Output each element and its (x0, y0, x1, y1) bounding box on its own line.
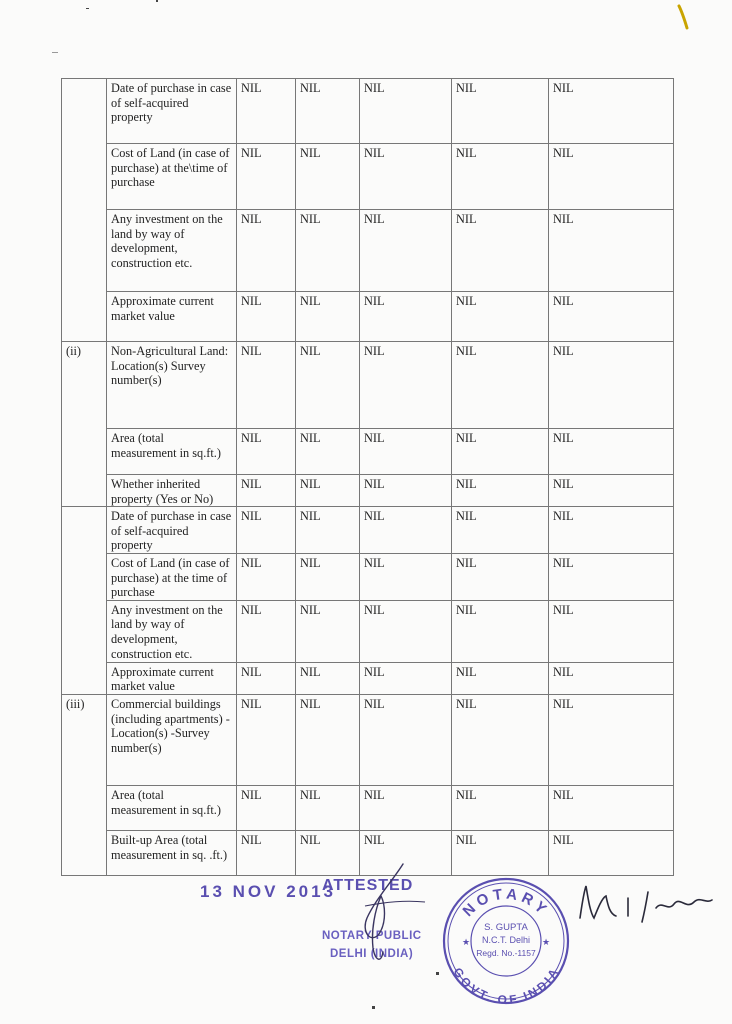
value-cell: NIL (296, 79, 360, 144)
value-cell: NIL (237, 342, 296, 429)
particulars-cell: Approximate current market value (107, 292, 237, 342)
value-cell: NIL (237, 507, 296, 554)
value-cell: NIL (549, 600, 674, 662)
particulars-cell: Cost of Land (in case of purchase) at the\time of purchase (107, 144, 237, 210)
svg-text:NOTARY (460, 886, 553, 921)
value-cell: NIL (549, 429, 674, 475)
table-row (62, 144, 674, 210)
table-row (62, 662, 674, 694)
particulars-cell: Whether inherited property (Yes or No) (107, 475, 237, 507)
value-cell: NIL (237, 292, 296, 342)
value-cell: NIL (296, 475, 360, 507)
value-cell: NIL (360, 475, 452, 507)
value-cell: NIL (549, 507, 674, 554)
value-cell: NIL (549, 210, 674, 292)
value-cell: NIL (296, 553, 360, 600)
value-cell: NIL (237, 79, 296, 144)
value-cell: NIL (296, 694, 360, 785)
value-cell: NIL (452, 507, 549, 554)
value-cell: NIL (360, 507, 452, 554)
table-row (62, 553, 674, 600)
seal-star-icon: ★ (542, 937, 551, 947)
serial-number-cell (62, 785, 107, 830)
notary-seal-icon (440, 875, 572, 1007)
value-cell: NIL (452, 830, 549, 875)
value-cell: NIL (549, 342, 674, 429)
value-cell: NIL (452, 785, 549, 830)
particulars-cell: Any investment on the land by way of development, construction etc. (107, 600, 237, 662)
particulars-cell: Non-Agricultural Land: Location(s) Survey number(s) (107, 342, 237, 429)
value-cell: NIL (452, 694, 549, 785)
serial-number-cell (62, 507, 107, 554)
value-cell: NIL (452, 292, 549, 342)
table-row (62, 694, 674, 785)
value-cell: NIL (237, 144, 296, 210)
value-cell: NIL (296, 342, 360, 429)
value-cell: NIL (452, 144, 549, 210)
serial-number-cell (62, 144, 107, 210)
seal-top-text: NOTARY (459, 885, 553, 921)
value-cell: NIL (360, 600, 452, 662)
particulars-cell: Commercial buildings (including apartments) -Location(s) -Survey number(s) (107, 694, 237, 785)
value-cell: NIL (549, 144, 674, 210)
table-row (62, 429, 674, 475)
value-cell: NIL (237, 694, 296, 785)
value-cell: NIL (360, 662, 452, 694)
date-stamp: 13 NOV 2013 (200, 882, 337, 901)
value-cell: NIL (296, 429, 360, 475)
particulars-cell: Area (total measurement in sq.ft.) (107, 429, 237, 475)
notary-public-stamp: NOTARY PUBLIC (322, 930, 422, 942)
serial-number-cell (62, 210, 107, 292)
serial-number-cell: (iii) (62, 694, 107, 785)
value-cell: NIL (296, 600, 360, 662)
value-cell: NIL (237, 475, 296, 507)
value-cell: NIL (452, 429, 549, 475)
value-cell: NIL (360, 144, 452, 210)
value-cell: NIL (452, 553, 549, 600)
value-cell: NIL (237, 830, 296, 875)
value-cell: NIL (452, 662, 549, 694)
value-cell: NIL (360, 553, 452, 600)
notary-location-stamp: DELHI (INDIA) (330, 948, 414, 960)
value-cell: NIL (549, 79, 674, 144)
value-cell: NIL (360, 342, 452, 429)
value-cell: NIL (237, 785, 296, 830)
value-cell: NIL (452, 79, 549, 144)
table-row (62, 785, 674, 830)
seal-bottom-text: GOVT. OF INDIA (450, 965, 562, 1007)
value-cell: NIL (237, 429, 296, 475)
yellow-mark-icon (676, 4, 690, 30)
serial-number-cell (62, 830, 107, 875)
serial-number-cell (62, 292, 107, 342)
particulars-cell: Approximate current market value (107, 662, 237, 694)
value-cell: NIL (452, 600, 549, 662)
value-cell: NIL (296, 830, 360, 875)
value-cell: NIL (549, 785, 674, 830)
value-cell: NIL (360, 785, 452, 830)
value-cell: NIL (360, 429, 452, 475)
value-cell: NIL (360, 210, 452, 292)
serial-number-cell (62, 475, 107, 507)
value-cell: NIL (549, 292, 674, 342)
particulars-cell: Any investment on the land by way of development, construction etc. (107, 210, 237, 292)
serial-number-cell: (ii) (62, 342, 107, 429)
scan-speck (156, 0, 158, 2)
serial-number-cell (62, 662, 107, 694)
value-cell: NIL (360, 79, 452, 144)
notary-signature-icon (345, 860, 435, 970)
serial-number-cell (62, 429, 107, 475)
value-cell: NIL (296, 292, 360, 342)
table-row (62, 342, 674, 429)
seal-star-icon: ★ (462, 937, 471, 947)
seal-name: S. GUPTA (484, 922, 528, 933)
table-row (62, 292, 674, 342)
particulars-cell: Cost of Land (in case of purchase) at the time of purchase (107, 553, 237, 600)
value-cell: NIL (452, 210, 549, 292)
table-row (62, 600, 674, 662)
value-cell: NIL (237, 553, 296, 600)
svg-text:GOVT. OF INDIA (450, 965, 561, 1007)
table-row (62, 475, 674, 507)
value-cell: NIL (237, 600, 296, 662)
property-details-table (61, 78, 674, 876)
particulars-cell: Built-up Area (total measurement in sq. .ft.) (107, 830, 237, 875)
serial-number-cell (62, 553, 107, 600)
particulars-cell: Date of purchase in case of self-acquired property (107, 507, 237, 554)
scan-speck (52, 52, 58, 53)
table-row (62, 79, 674, 144)
value-cell: NIL (360, 694, 452, 785)
serial-number-cell (62, 79, 107, 144)
seal-regd: Regd. No.-1157 (476, 948, 536, 958)
value-cell: NIL (549, 553, 674, 600)
value-cell: NIL (549, 694, 674, 785)
deponent-signature-icon (572, 878, 722, 928)
value-cell: NIL (452, 475, 549, 507)
value-cell: NIL (296, 662, 360, 694)
value-cell: NIL (296, 210, 360, 292)
attested-stamp: ATTESTED (322, 877, 414, 894)
particulars-cell: Area (total measurement in sq.ft.) (107, 785, 237, 830)
value-cell: NIL (296, 144, 360, 210)
table-row (62, 507, 674, 554)
scan-speck (372, 1006, 375, 1009)
value-cell: NIL (237, 210, 296, 292)
particulars-cell: Date of purchase in case of self-acquired property (107, 79, 237, 144)
seal-place: N.C.T. Delhi (481, 935, 531, 945)
value-cell: NIL (549, 830, 674, 875)
value-cell: NIL (452, 342, 549, 429)
value-cell: NIL (360, 292, 452, 342)
value-cell: NIL (237, 662, 296, 694)
value-cell: NIL (296, 785, 360, 830)
scan-speck (86, 8, 89, 9)
value-cell: NIL (360, 830, 452, 875)
value-cell: NIL (549, 475, 674, 507)
value-cell: NIL (549, 662, 674, 694)
serial-number-cell (62, 600, 107, 662)
value-cell: NIL (296, 507, 360, 554)
table-row (62, 210, 674, 292)
scan-speck (436, 972, 439, 975)
